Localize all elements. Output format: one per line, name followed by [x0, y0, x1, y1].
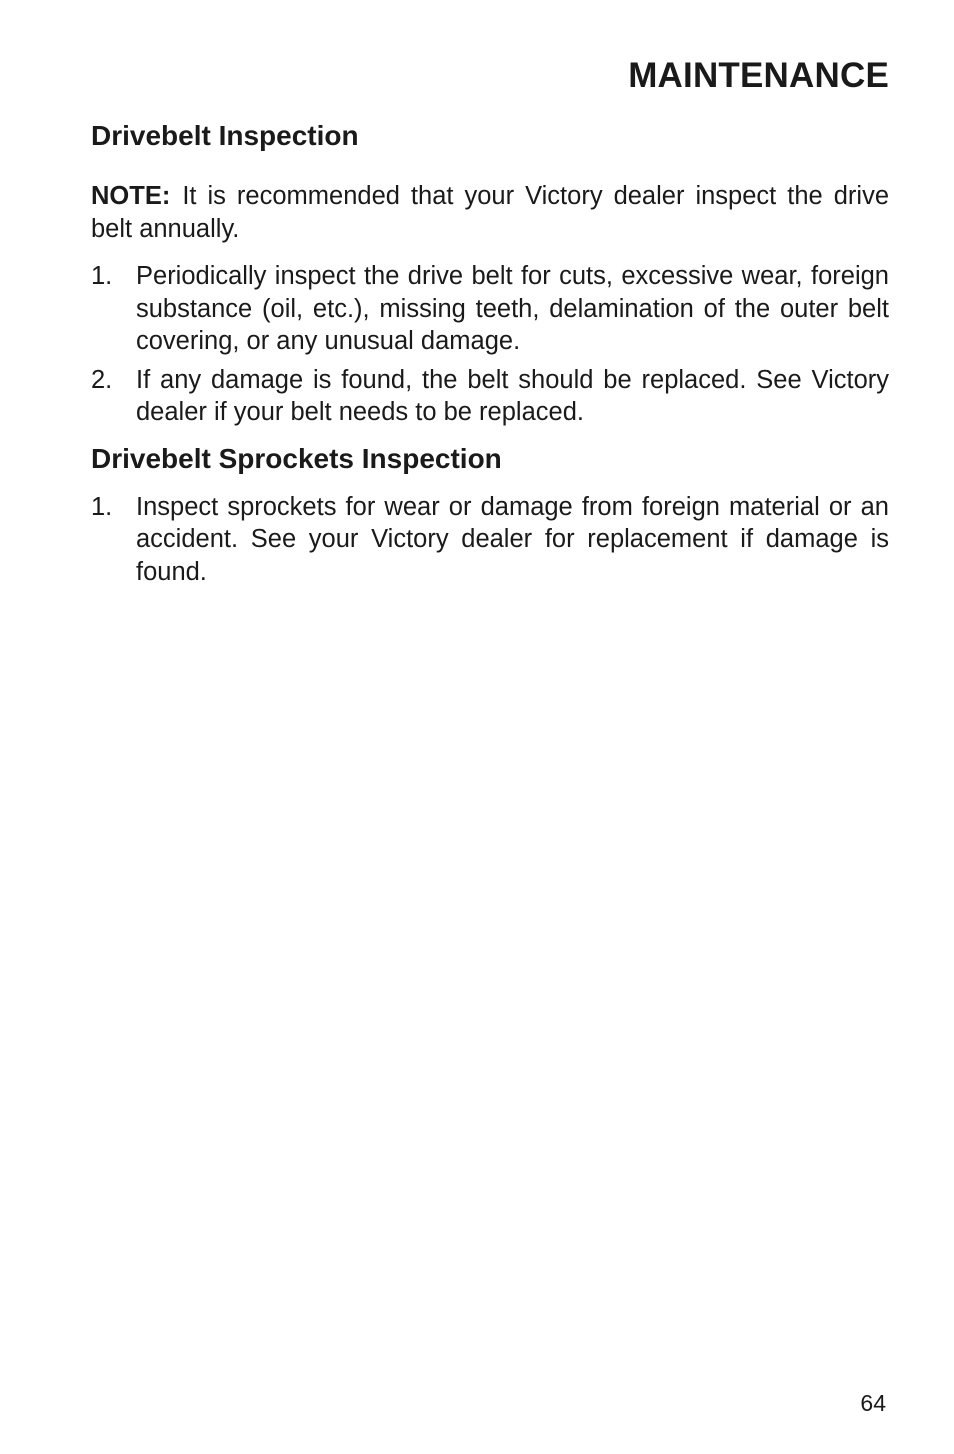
drivebelt-inspection-section [91, 118, 889, 429]
list-item [91, 491, 889, 589]
page-header-title: MAINTENANCE [628, 56, 889, 95]
step-text: If any damage is found, the belt should be replaced. See Victory dealer if your belt needs to be replaced. [136, 365, 889, 426]
step-number: 1. [91, 262, 113, 290]
step-number: 1. [91, 492, 113, 521]
steps-list [91, 491, 889, 589]
section-heading: Drivebelt Inspection [91, 120, 359, 151]
note-paragraph [91, 180, 889, 245]
step-text: Inspect sprockets for wear or damage from foreign material or an accident. See your Victory dealer for replacement if damage is found. [136, 492, 889, 586]
list-item [91, 364, 889, 429]
drivebelt-sprockets-inspection-section [91, 441, 889, 589]
step-text: Periodically inspect the drive belt for cuts, excessive wear, foreign substance (oil, etc.), missing teeth, delamination of the outer belt covering, or any unusual damage. [136, 262, 889, 355]
note-text: It is recommended that your Victory dealer inspect the drive belt annually. [91, 182, 889, 243]
page-number: 64 [860, 1390, 886, 1416]
step-number: 2. [91, 365, 113, 394]
list-item [91, 260, 889, 358]
page-content [91, 118, 889, 594]
note-label: NOTE: [91, 182, 171, 210]
steps-list [91, 260, 889, 429]
section-heading: Drivebelt Sprockets Inspection [91, 442, 502, 474]
